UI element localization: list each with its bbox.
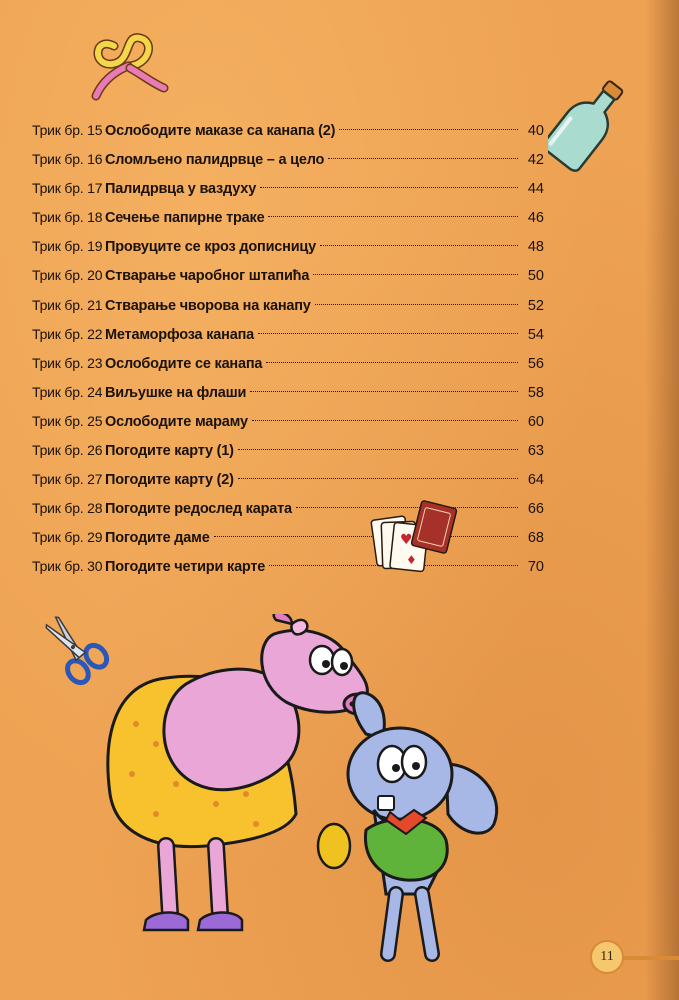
page-number: 11 [590,940,624,974]
book-spine-shadow [645,0,679,1000]
trick-title: Погодите даме [105,530,210,547]
bottle-icon [548,72,628,172]
dot-leader [258,333,518,334]
dot-leader [328,158,518,159]
trick-title: Погодите карту (1) [105,443,234,460]
pig-and-rabbit-illustration [96,614,516,974]
page-reference: 68 [527,530,544,547]
dot-leader [238,449,518,450]
trick-number: Трик бр. 27 [32,471,103,488]
toc-entry[interactable] [32,291,544,320]
toc-entry[interactable] [32,174,544,203]
trick-number: Трик бр. 30 [32,558,103,575]
dot-leader [238,478,518,479]
trick-title: Метаморфоза канапа [105,326,255,343]
page-reference: 42 [527,152,544,169]
trick-number: Трик бр. 29 [32,529,103,546]
trick-number: Трик бр. 16 [32,151,103,168]
trick-number: Трик бр. 26 [32,442,103,459]
playing-cards-icon [366,498,466,578]
svg-text:♦: ♦ [406,553,417,567]
dot-leader [266,362,518,363]
trick-number: Трик бр. 25 [32,412,103,429]
page-edge-tab [619,956,679,960]
toc-entry[interactable] [32,494,544,523]
page-reference: 66 [527,501,544,518]
dot-leader [313,274,518,275]
page-reference: 60 [527,413,544,430]
trick-title: Погодите четири карте [105,559,266,576]
trick-number: Трик бр. 22 [32,325,103,342]
page-reference: 54 [527,326,544,343]
trick-number: Трик бр. 19 [32,238,103,255]
page-reference: 70 [527,559,544,576]
trick-number: Трик бр. 24 [32,383,103,400]
page-reference: 46 [527,210,544,227]
trick-title: Виљушке на флаши [105,384,247,401]
page-reference: 58 [527,384,544,401]
dot-leader [315,304,518,305]
page-reference: 48 [527,239,544,256]
dot-leader [250,391,518,392]
trick-title: Сломљено палидрвце – а цело [105,152,325,169]
rabbit-character-icon [318,693,497,954]
toc-entry[interactable] [32,145,544,174]
toc-entry[interactable] [32,378,544,407]
toc-entry[interactable] [32,436,544,465]
trick-title: Ослободите мараму [105,413,248,430]
pig-character-icon [108,614,372,930]
dot-leader [320,245,518,246]
trick-title: Палидрвца у ваздуху [105,181,257,198]
trick-title: Ослободите се канапа [105,355,263,372]
trick-title: Погодите редослед карата [105,501,292,518]
trick-title: Ослободите маказе са канапа (2) [105,123,336,139]
trick-title: Провуците се кроз дописницу [105,239,316,256]
page-reference: 52 [527,297,544,314]
toc-entry[interactable] [32,320,544,349]
trick-number: Трик бр. 18 [32,209,103,226]
toc-entry[interactable] [32,407,544,436]
table-of-contents [32,116,544,582]
toc-entry[interactable] [32,465,544,494]
toc-entry[interactable] [32,203,544,232]
trick-number: Трик бр. 17 [32,180,103,197]
trick-title: Погодите карту (2) [105,472,234,489]
trick-title: Стварање чворова на канапу [105,297,311,314]
trick-number: Трик бр. 23 [32,354,103,371]
toc-entry[interactable] [32,261,544,290]
trick-number: Трик бр. 15 [32,122,103,138]
dot-leader [339,129,518,130]
page-reference: 64 [527,472,544,489]
trick-number: Трик бр. 20 [32,267,103,284]
trick-title: Стварање чаробног штапића [105,268,310,285]
trick-title: Сечење папирне траке [105,210,265,227]
page-reference: 44 [527,181,544,198]
page-reference: 50 [527,268,544,285]
dot-leader [268,216,518,217]
toc-entry[interactable] [32,552,544,581]
trick-number: Трик бр. 21 [32,296,103,313]
rope-knot-icon [84,26,174,106]
dot-leader [260,187,518,188]
toc-entry[interactable] [32,349,544,378]
trick-number: Трик бр. 28 [32,500,103,517]
toc-entry[interactable] [32,116,544,145]
svg-text:♥: ♥ [400,532,413,548]
toc-entry[interactable] [32,523,544,552]
dot-leader [252,420,518,421]
page-reference: 40 [527,123,544,139]
page-reference: 56 [527,355,544,372]
page-reference: 63 [527,443,544,460]
toc-entry[interactable] [32,232,544,261]
